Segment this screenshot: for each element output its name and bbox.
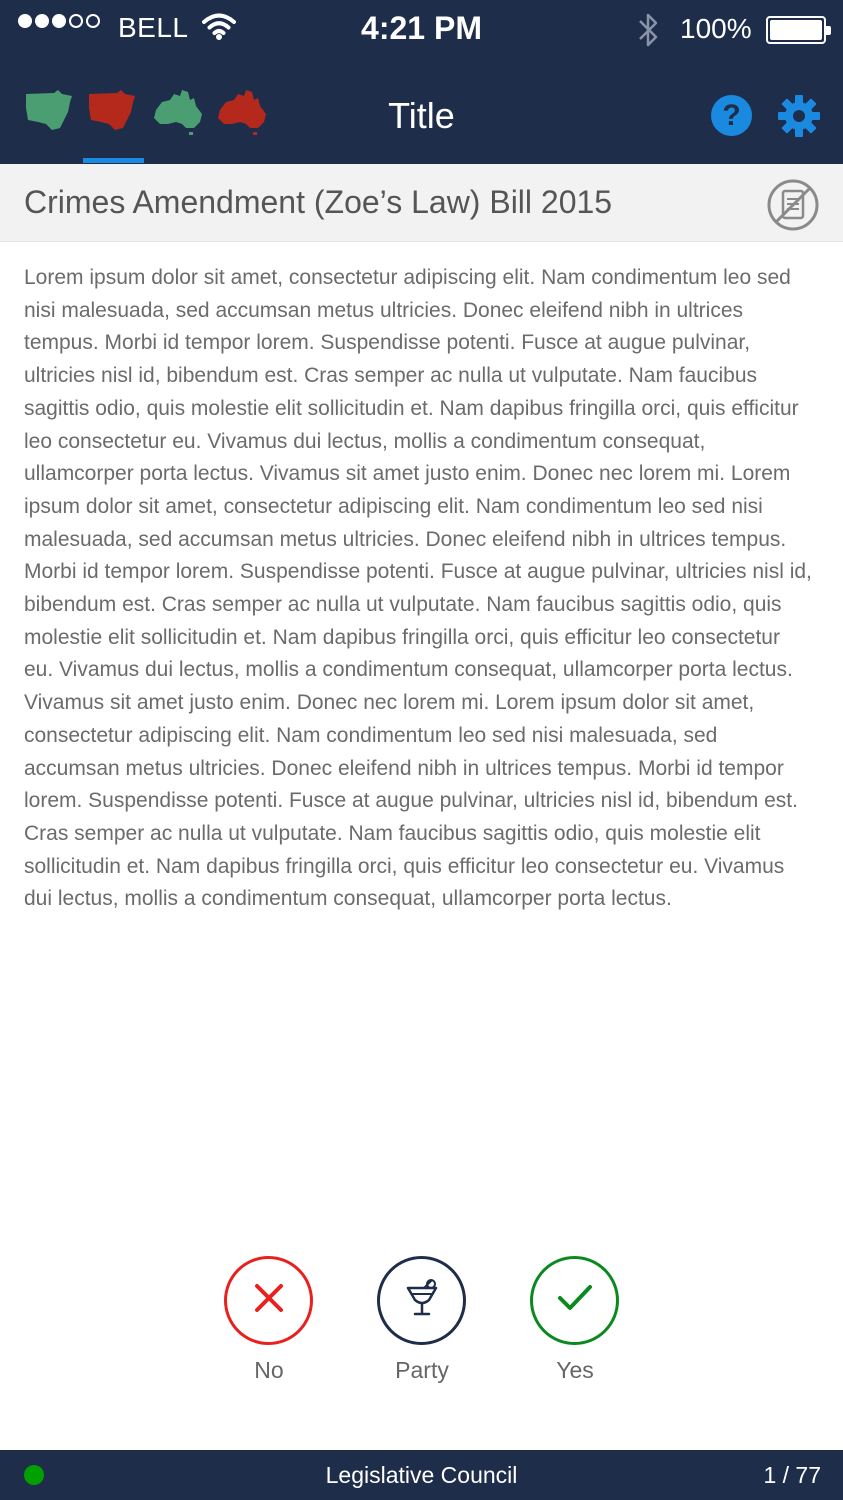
vote-yes-label: Yes [556, 1357, 594, 1383]
vote-party-button[interactable] [377, 1256, 467, 1384]
chamber-name: Legislative Council [325, 1462, 518, 1488]
bill-title: Crimes Amendment (Zoe’s Law) Bill 2015 [24, 184, 613, 220]
battery-icon [766, 16, 826, 44]
vote-no-circle[interactable] [224, 1256, 313, 1345]
page-counter: 1 / 77 [763, 1462, 821, 1488]
vote-no-label: No [254, 1357, 284, 1383]
page-title: Title [388, 95, 455, 136]
help-button[interactable]: ? [711, 95, 752, 136]
vote-party-label: Party [395, 1357, 449, 1383]
bill-header [0, 164, 843, 242]
close-icon [254, 1283, 284, 1318]
vote-party-circle[interactable] [377, 1256, 466, 1345]
check-icon [557, 1283, 593, 1318]
bill-description: Lorem ipsum dolor sit amet, consectetur adipiscing elit. Nam condimentum leo sed nisi malesuada, sed accumsan metus ultricies. Donec eleifend nibh in ultrices tempus. Morbi id tempor lorem. Suspendisse potenti. Fusce at augue pulvinar, ultricies nisl id, bibendum est. Cras semper ac nulla ut vulputate. Nam faucibus sagittis odio, quis molestie elit sollicitudin et. Nam dapibus fringilla orci, quis efficitur leo consectetur eu. Vivamus dui lectus, mollis a condimentum consequat, ullamcorper porta lectus. Vivamus sit amet justo enim. Donec nec lorem mi. Lorem ipsum dolor sit amet, consectetur adipiscing elit. Nam condimentum leo sed nisi malesuada, sed accumsan metus ultricies. Donec eleifend nibh in ultrices tempus. Morbi id tempor lorem. Suspendisse potenti. Fusce at augue pulvinar, ultricies nisl id, bibendum est. Cras semper ac nulla ut vulputate. Nam faucibus sagittis odio, quis molestie elit sollicitudin et. Nam dapibus fringilla orci, quis efficitur leo consectetur eu. Vivamus dui lectus, mollis a condimentum consequat, ullamcorper porta lectus. Vivamus sit amet justo enim. Donec nec lorem mi. Lorem ipsum dolor sit amet, consectetur adipiscing elit. Nam condimentum leo sed nisi malesuada, sed accumsan metus ultricies. Donec eleifend nibh in ultrices tempus. Morbi id tempor lorem. Suspendisse potenti. Fusce at augue pulvinar, ultricies nisl id, bibendum est. Cras semper ac nulla ut vulputate. Nam faucibus sagittis odio, quis molestie elit sollicitudin et. Nam dapibus fringilla orci, quis efficitur leo consectetur eu. Vivamus dui lectus, mollis a condimentum consequat, ullamcorper porta lectus. [24, 266, 812, 911]
vote-yes-circle[interactable] [530, 1256, 619, 1345]
nav-bar [0, 60, 843, 164]
battery-percent: 100% [680, 13, 752, 44]
vote-yes-button[interactable] [530, 1256, 620, 1384]
vote-no-button[interactable] [224, 1256, 314, 1384]
selected-tab-indicator [83, 158, 144, 163]
cocktail-icon [402, 1278, 442, 1323]
footer-bar [0, 1450, 843, 1500]
document-disabled-icon[interactable] [766, 178, 820, 237]
clock: 4:21 PM [361, 10, 482, 46]
carrier-name: BELL [118, 12, 189, 43]
bluetooth-icon [636, 11, 660, 54]
status-bar [0, 0, 843, 60]
gear-icon[interactable] [776, 93, 822, 144]
